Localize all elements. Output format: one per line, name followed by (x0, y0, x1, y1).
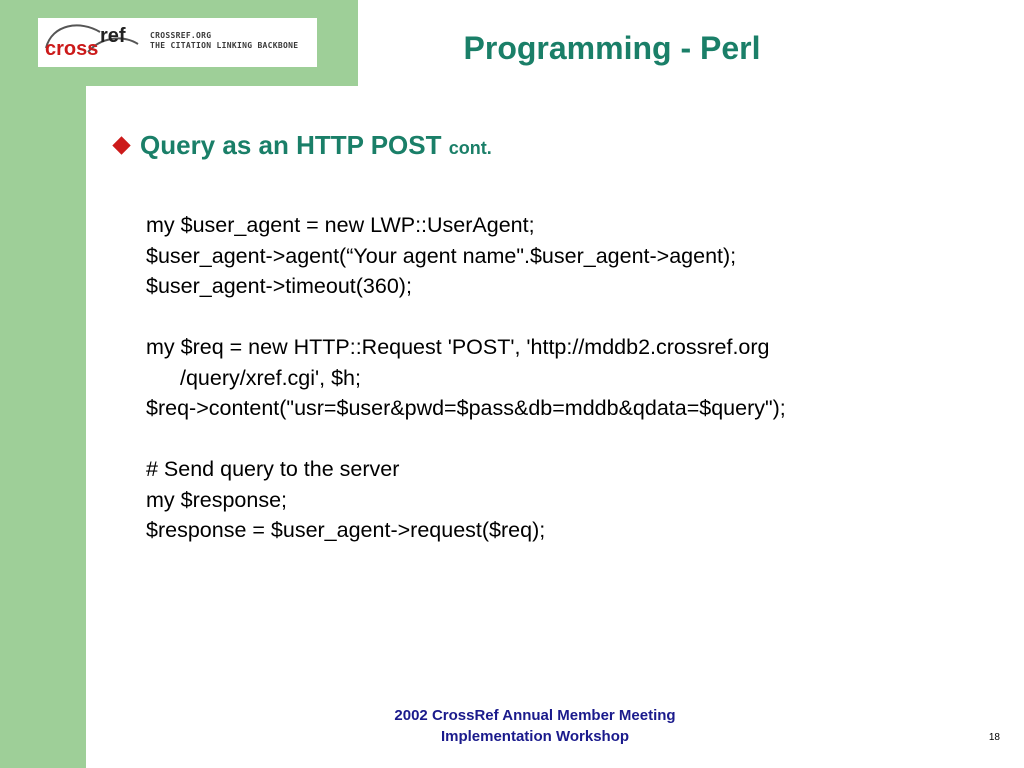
footer (330, 705, 740, 747)
code-line: my $req = new HTTP::Request 'POST', 'http://mddb2.crossref.org (146, 335, 770, 359)
crossref-logo (38, 18, 317, 67)
code-line: $response = $user_agent->request($req); (146, 518, 546, 542)
code-line: $user_agent->timeout(360); (146, 274, 412, 298)
bullet-text: Query as an HTTP POST (140, 130, 442, 160)
code-line: my $response; (146, 487, 288, 512)
code-line-continuation: /query/xref.cgi', $h; (180, 365, 361, 390)
code-blank-line (146, 424, 946, 455)
code-line: $req->content("usr=$user&pwd=$pass&db=mddb&qdata=$query"); (146, 396, 786, 420)
logo-cross-text: cross (45, 38, 99, 60)
bullet-suffix: cont. (448, 138, 492, 158)
code-blank-line (146, 302, 946, 333)
sidebar-background (0, 0, 86, 768)
page-number: 18 (988, 732, 1000, 743)
crossref-logo-mark (38, 18, 148, 67)
code-line: my $user_agent = new LWP::UserAgent; (146, 213, 535, 237)
footer-line1: 2002 CrossRef Annual Member Meeting (394, 707, 676, 724)
logo-tagline (150, 31, 298, 51)
diamond-bullet-icon (112, 136, 130, 154)
logo-tagline-line2: THE CITATION LINKING BACKBONE (150, 41, 299, 50)
code-comment-line: # Send query to the server (146, 457, 400, 481)
code-line: $user_agent->agent(“Your agent name".$user_agent->agent); (146, 243, 737, 268)
footer-line2: Implementation Workshop (440, 728, 630, 745)
code-block (146, 210, 946, 546)
logo-tagline-line1: CROSSREF.ORG (150, 31, 212, 40)
slide-title: Programming - Perl (463, 30, 761, 66)
logo-ref-text: ref (100, 25, 126, 47)
bullet-heading (112, 129, 562, 161)
